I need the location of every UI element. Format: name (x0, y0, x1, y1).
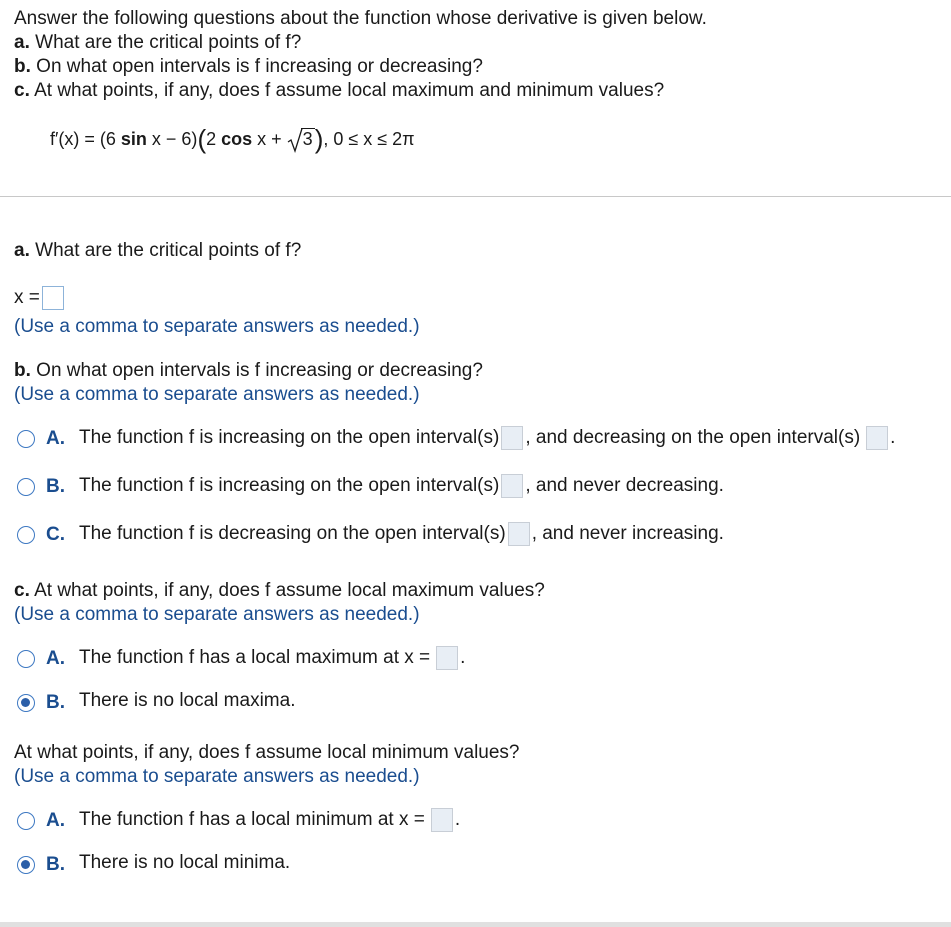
part-c-option-b-radio[interactable] (17, 694, 35, 712)
formula-x-plus: x + (252, 129, 287, 149)
intro-b-letter: b. (14, 56, 31, 77)
formula-lhs: f′(x) = (6 (50, 129, 121, 149)
part-b-text: On what open intervals is f increasing or decreasing? (30, 360, 483, 381)
local-maximum-input[interactable] (436, 646, 458, 670)
part-b-option-b-text2: , and never decreasing. (525, 475, 724, 497)
intro-c-text: At what points, if any, does f assume local maximum and minimum values? (29, 80, 665, 101)
part-a-answer-row (14, 286, 66, 310)
part-b-option-c-text1: The function f is decreasing on the open interval(s) (79, 523, 506, 545)
part-c-option-a-text: The function f has a local maximum at x = (79, 647, 431, 669)
part-min-option-a-text: The function f has a local minimum at x = (79, 809, 425, 831)
increasing-interval-input-b[interactable] (501, 474, 523, 498)
intro-a-letter: a. (14, 32, 30, 53)
part-c-option-a (79, 646, 465, 670)
formula-domain: , 0 ≤ x ≤ 2π (323, 129, 415, 149)
part-a-letter: a. (14, 240, 30, 261)
part-b-option-b (79, 474, 724, 498)
intro-item-b (14, 56, 483, 78)
derivative-formula (50, 124, 415, 155)
part-c-option-a-end: . (460, 647, 466, 669)
part-min-option-a-radio[interactable] (17, 812, 35, 830)
part-c-option-b-letter: B. (46, 692, 65, 713)
intro-line: Answer the following questions about the function whose derivative is given below. (14, 8, 707, 29)
intro-c-letter: c. (14, 80, 30, 101)
part-b-option-a (79, 426, 895, 450)
part-b-option-b-text1: The function f is increasing on the open interval(s) (79, 475, 500, 497)
part-c-option-a-letter: A. (46, 648, 65, 669)
decreasing-interval-input-c[interactable] (508, 522, 530, 546)
intro-b-text: On what open intervals is f increasing or decreasing? (30, 56, 483, 77)
formula-mid: x − 6) (146, 129, 198, 149)
formula-two: 2 (206, 129, 222, 149)
intro-item-a (14, 32, 301, 54)
part-min-option-b-radio[interactable] (17, 856, 35, 874)
part-b-option-c-text2: , and never increasing. (531, 523, 724, 545)
radical-sign-icon (287, 127, 303, 153)
part-min-question: At what points, if any, does f assume local minimum values? (14, 742, 520, 763)
critical-points-input[interactable] (42, 286, 64, 310)
part-c-hint: (Use a comma to separate answers as needed.) (14, 604, 420, 625)
part-a-question (14, 240, 301, 262)
part-b-question (14, 360, 483, 382)
part-b-option-a-text2: , and decreasing on the open interval(s) (525, 427, 861, 449)
part-c-option-b-text: There is no local maxima. (79, 690, 296, 711)
part-min-option-a-end: . (454, 809, 461, 831)
part-c-option-a-radio[interactable] (17, 650, 35, 668)
intro-a-text: What are the critical points of f? (29, 32, 302, 53)
part-c-letter: c. (14, 580, 30, 601)
part-b-option-c (79, 522, 724, 546)
part-c-text: At what points, if any, does f assume local maximum values? (29, 580, 545, 601)
part-b-option-b-letter: B. (46, 476, 65, 497)
part-b-option-c-letter: C. (46, 524, 65, 545)
part-b-option-b-radio[interactable] (17, 478, 35, 496)
part-a-hint: (Use a comma to separate answers as needed.) (14, 316, 420, 337)
part-b-option-a-radio[interactable] (17, 430, 35, 448)
part-c-question (14, 580, 545, 602)
decreasing-interval-input-a[interactable] (866, 426, 888, 450)
part-a-text: What are the critical points of f? (29, 240, 302, 261)
part-b-option-c-radio[interactable] (17, 526, 35, 544)
local-minimum-input[interactable] (431, 808, 453, 832)
part-min-option-b-letter: B. (46, 854, 65, 875)
square-root (287, 129, 315, 150)
bottom-scroll-edge (0, 922, 951, 927)
part-min-option-a-letter: A. (46, 810, 65, 831)
formula-radicand: 3 (302, 129, 313, 149)
part-min-option-b-text: There is no local minima. (79, 852, 291, 873)
formula-paren-open: ( (197, 124, 207, 154)
intro-item-c (14, 80, 664, 102)
part-b-option-a-end: . (890, 427, 896, 449)
part-min-hint: (Use a comma to separate answers as needed.) (14, 766, 420, 787)
part-b-letter: b. (14, 360, 31, 381)
part-min-option-a (79, 808, 460, 832)
formula-sin: sin (120, 129, 147, 149)
section-divider (0, 196, 951, 197)
part-b-hint: (Use a comma to separate answers as needed.) (14, 384, 420, 405)
part-b-option-a-text1: The function f is increasing on the open interval(s) (79, 427, 500, 449)
x-label: x = (14, 287, 40, 309)
formula-paren-close: ) (314, 124, 324, 154)
part-b-option-a-letter: A. (46, 428, 65, 449)
increasing-interval-input-a[interactable] (501, 426, 523, 450)
formula-cos: cos (221, 129, 253, 149)
